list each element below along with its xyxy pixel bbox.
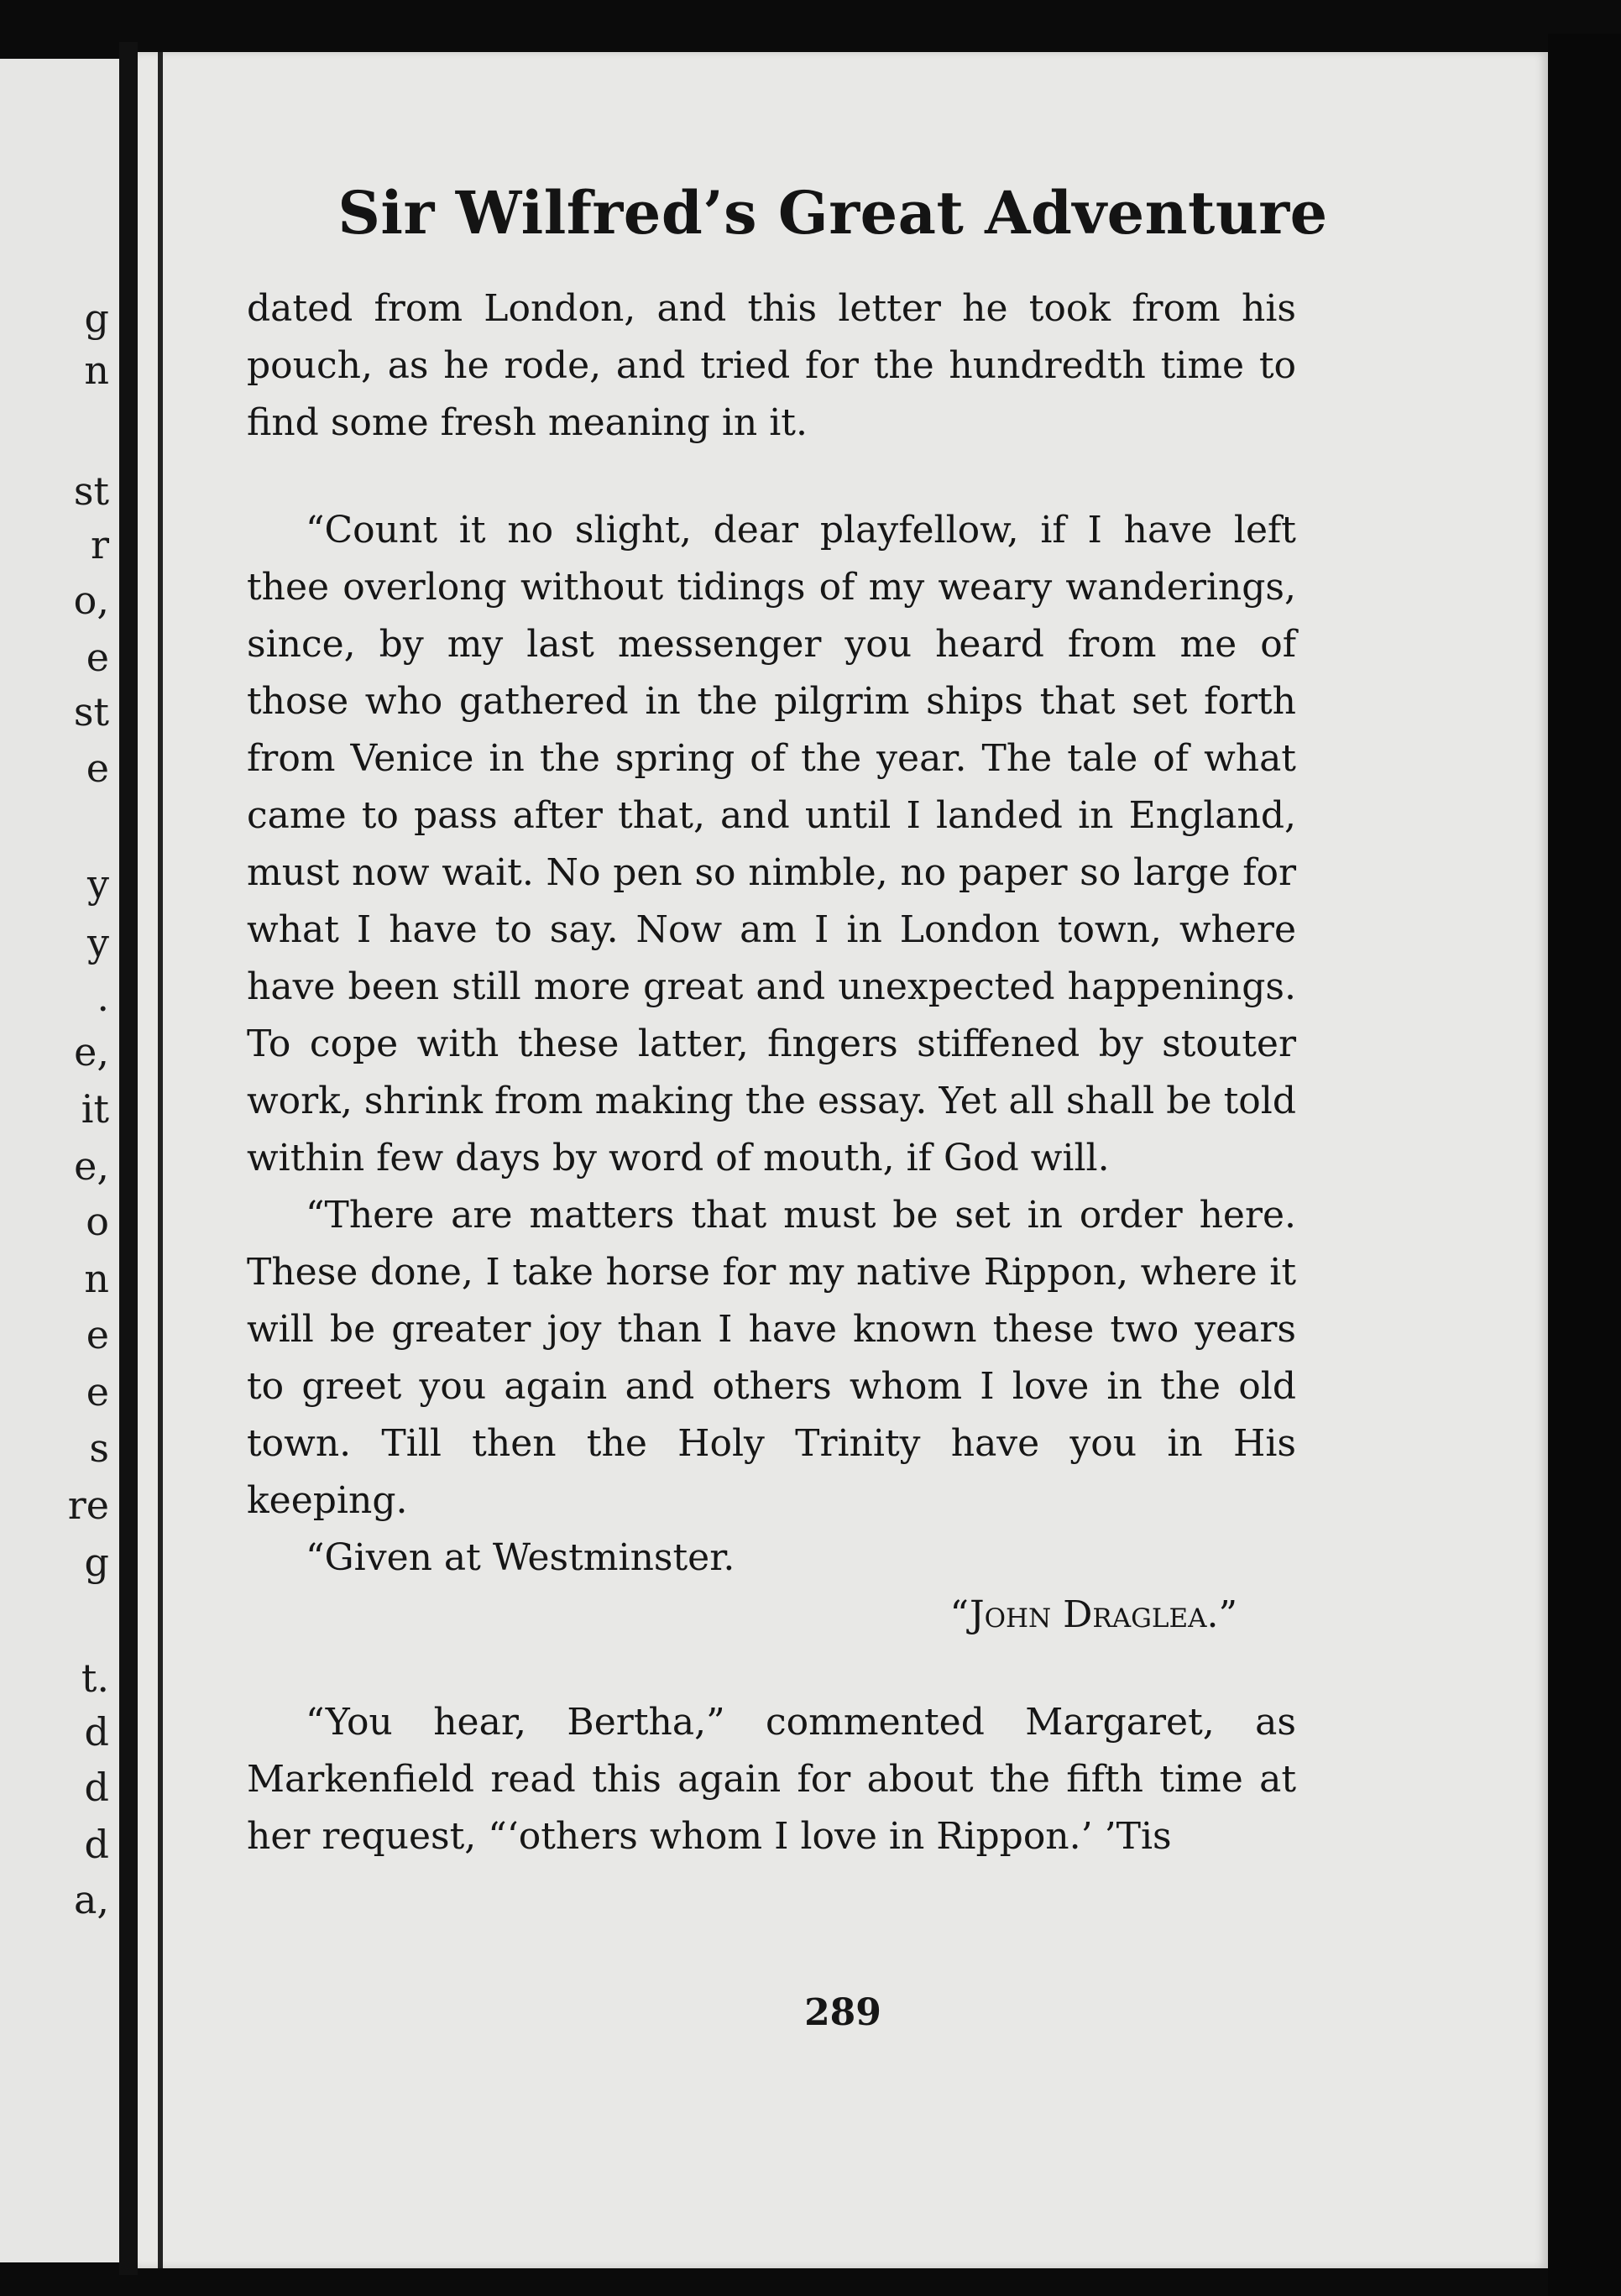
left-page-edge [0,59,119,2262]
running-head: Sir Wilfred’s Great Adventure [337,178,1328,248]
left-page-fragment: n [84,348,109,393]
paragraph: “Given at Westminster. [306,1536,735,1579]
left-page-fragment: g [84,295,109,341]
paragraph-gap [247,452,1296,502]
left-page-fragment: y [87,861,109,907]
left-page-fragment: e, [74,1029,109,1075]
letter-signature: “John Draglea.” [949,1593,1237,1636]
page-number: 289 [804,1991,881,2034]
left-page-fragment: t. [81,1655,109,1701]
left-page-fragment: y [87,920,109,965]
paragraph: “Count it no slight, dear playfellow, if I have left thee overlong without tidings of my weary wanderings, since, by my last messenger you heard from me of those who gathered in the pilgrim ships that set forth from Venice in the spring of the year. The tale of what came to pass after that, and until I landed in England, must now wait. No pen so nimble, no paper so large for what I have to say. Now am I in London town, where have been still more great and unexpected happenings. To cope with these latter, fingers stiffened by stouter work, shrink from making the essay. Yet all shall be told within few days by word of mouth, if God will. [247,509,1296,1179]
page-body [247,280,1296,1865]
paragraph-gap [247,1644,1296,1694]
scan-background [1548,34,1621,2296]
left-page-fragment: e [86,745,109,791]
left-page-fragment: e [86,1312,109,1357]
paragraph: “There are matters that must be set in order here. These done, I take horse for my native Rippon, where it will be greater joy than I have known these two years to greet you again and others whom I love in the old town. Till then the Holy Trinity have you in His keeping. [247,1194,1296,1522]
paragraph: “You hear, Bertha,” commented Margaret, as Markenfield read this again for about the fifth time at her request, “‘others whom I love in Rippon.’ ’Tis [247,1701,1296,1858]
left-page-fragment: e [86,1369,109,1415]
left-page-fragment: d [84,1709,109,1755]
left-page-fragment: a, [73,1877,109,1922]
left-page-fragment: d [84,1822,109,1867]
left-page-fragment: r [91,522,109,567]
left-page-fragment: g [84,1540,109,1585]
left-page-fragment: re [67,1483,109,1528]
left-page-fragment: . [97,975,109,1020]
book-gutter [119,42,138,2275]
left-page-fragment: it [81,1086,109,1132]
left-page-fragment: st [73,689,109,735]
left-page-fragment: e, [74,1143,109,1189]
left-page-fragment: o [86,1199,109,1244]
book-page [138,52,1548,2268]
left-page-fragment: e [86,635,109,680]
left-page-fragment: n [84,1256,109,1301]
paragraph: dated from London, and this letter he took from his pouch, as he rode, and tried for the hundredth time to find some fresh meaning in it. [247,287,1296,444]
left-page-fragment: s [89,1425,109,1471]
page-binding-line [158,52,163,2268]
left-page-fragment: st [73,468,109,514]
left-page-fragment: o, [73,578,109,623]
left-page-fragment: d [84,1765,109,1810]
